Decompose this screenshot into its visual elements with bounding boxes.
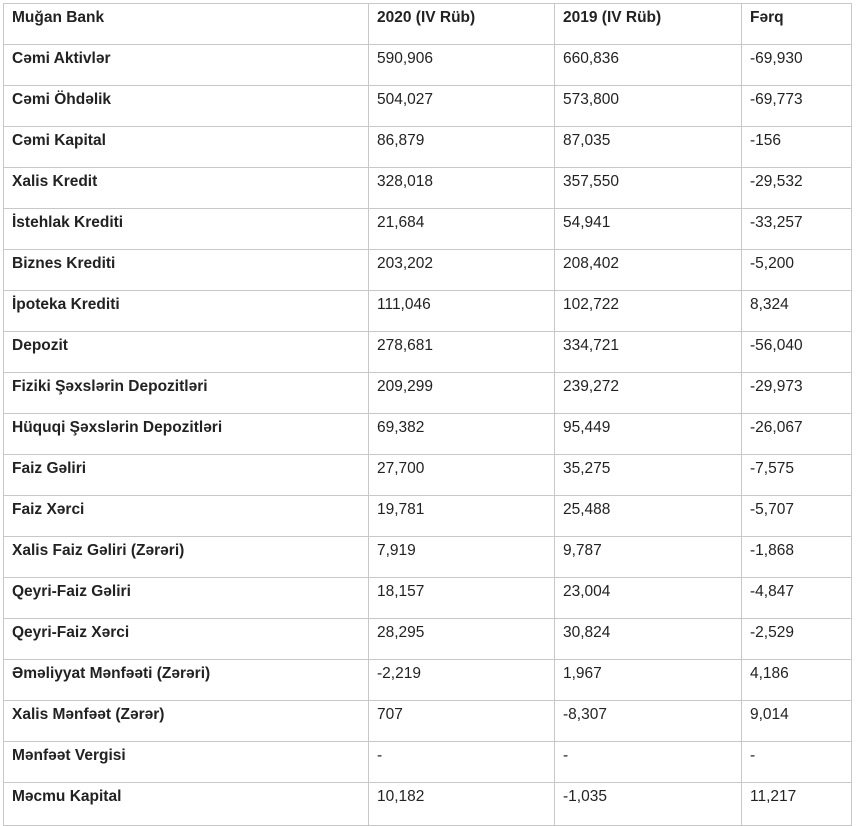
value-2020-cell: 111,046	[369, 291, 555, 332]
difference-cell: -5,200	[742, 250, 852, 291]
row-label-cell: İpoteka Krediti	[4, 291, 369, 332]
value-2020-cell: 19,781	[369, 496, 555, 537]
row-label-cell: Hüquqi Şəxslərin Depozitləri	[4, 414, 369, 455]
table-row	[4, 45, 852, 86]
table-row	[4, 701, 852, 742]
header-bank-name: Muğan Bank	[4, 4, 369, 45]
difference-cell: 11,217	[742, 783, 852, 826]
value-2020-cell: 7,919	[369, 537, 555, 578]
table-row	[4, 291, 852, 332]
value-2019-cell: 1,967	[555, 660, 742, 701]
row-label-cell: Fiziki Şəxslərin Depozitləri	[4, 373, 369, 414]
table-row	[4, 127, 852, 168]
value-2019-cell: 25,488	[555, 496, 742, 537]
row-label-cell: Qeyri-Faiz Xərci	[4, 619, 369, 660]
row-label-cell: Xalis Kredit	[4, 168, 369, 209]
difference-cell: -7,575	[742, 455, 852, 496]
difference-cell: -69,773	[742, 86, 852, 127]
difference-cell: -	[742, 742, 852, 783]
row-label-cell: İstehlak Krediti	[4, 209, 369, 250]
difference-cell: 8,324	[742, 291, 852, 332]
row-label-cell: Depozit	[4, 332, 369, 373]
header-difference: Fərq	[742, 4, 852, 45]
value-2019-cell: 660,836	[555, 45, 742, 86]
value-2019-cell: 573,800	[555, 86, 742, 127]
value-2019-cell: -8,307	[555, 701, 742, 742]
difference-cell: -69,930	[742, 45, 852, 86]
difference-cell: -29,973	[742, 373, 852, 414]
value-2020-cell: 28,295	[369, 619, 555, 660]
difference-cell: 9,014	[742, 701, 852, 742]
difference-cell: 4,186	[742, 660, 852, 701]
table-row	[4, 86, 852, 127]
difference-cell: -156	[742, 127, 852, 168]
row-label-cell: Qeyri-Faiz Gəliri	[4, 578, 369, 619]
value-2019-cell: -	[555, 742, 742, 783]
table-row	[4, 250, 852, 291]
value-2019-cell: 35,275	[555, 455, 742, 496]
row-label-cell: Cəmi Kapital	[4, 127, 369, 168]
value-2019-cell: 23,004	[555, 578, 742, 619]
difference-cell: -2,529	[742, 619, 852, 660]
financial-table-container	[3, 3, 852, 826]
value-2020-cell: -	[369, 742, 555, 783]
value-2019-cell: 9,787	[555, 537, 742, 578]
row-label-cell: Məcmu Kapital	[4, 783, 369, 826]
difference-cell: -56,040	[742, 332, 852, 373]
value-2019-cell: 95,449	[555, 414, 742, 455]
value-2019-cell: 239,272	[555, 373, 742, 414]
value-2019-cell: 357,550	[555, 168, 742, 209]
row-label-cell: Xalis Faiz Gəliri (Zərəri)	[4, 537, 369, 578]
table-body	[4, 45, 852, 826]
row-label-cell: Əməliyyat Mənfəəti (Zərəri)	[4, 660, 369, 701]
value-2020-cell: 209,299	[369, 373, 555, 414]
table-row	[4, 455, 852, 496]
header-2019-q4: 2019 (IV Rüb)	[555, 4, 742, 45]
value-2020-cell: 590,906	[369, 45, 555, 86]
row-label-cell: Biznes Krediti	[4, 250, 369, 291]
table-row	[4, 619, 852, 660]
value-2020-cell: 27,700	[369, 455, 555, 496]
difference-cell: -29,532	[742, 168, 852, 209]
row-label-cell: Xalis Mənfəət (Zərər)	[4, 701, 369, 742]
value-2020-cell: 21,684	[369, 209, 555, 250]
table-row	[4, 414, 852, 455]
value-2020-cell: 203,202	[369, 250, 555, 291]
table-header-row	[4, 4, 852, 45]
table-row	[4, 783, 852, 826]
value-2019-cell: 87,035	[555, 127, 742, 168]
table-row	[4, 537, 852, 578]
table-row	[4, 496, 852, 537]
value-2020-cell: 86,879	[369, 127, 555, 168]
value-2019-cell: -1,035	[555, 783, 742, 826]
table-row	[4, 578, 852, 619]
difference-cell: -4,847	[742, 578, 852, 619]
table-row	[4, 660, 852, 701]
value-2020-cell: 18,157	[369, 578, 555, 619]
financial-table	[3, 3, 852, 826]
difference-cell: -1,868	[742, 537, 852, 578]
value-2019-cell: 102,722	[555, 291, 742, 332]
difference-cell: -33,257	[742, 209, 852, 250]
value-2020-cell: 69,382	[369, 414, 555, 455]
difference-cell: -26,067	[742, 414, 852, 455]
row-label-cell: Mənfəət Vergisi	[4, 742, 369, 783]
table-row	[4, 742, 852, 783]
table-row	[4, 332, 852, 373]
table-row	[4, 168, 852, 209]
value-2020-cell: 278,681	[369, 332, 555, 373]
table-row	[4, 209, 852, 250]
row-label-cell: Cəmi Aktivlər	[4, 45, 369, 86]
row-label-cell: Faiz Gəliri	[4, 455, 369, 496]
row-label-cell: Cəmi Öhdəlik	[4, 86, 369, 127]
value-2019-cell: 334,721	[555, 332, 742, 373]
difference-cell: -5,707	[742, 496, 852, 537]
value-2020-cell: 10,182	[369, 783, 555, 826]
value-2019-cell: 208,402	[555, 250, 742, 291]
value-2019-cell: 54,941	[555, 209, 742, 250]
value-2020-cell: -2,219	[369, 660, 555, 701]
value-2020-cell: 328,018	[369, 168, 555, 209]
value-2020-cell: 707	[369, 701, 555, 742]
row-label-cell: Faiz Xərci	[4, 496, 369, 537]
header-2020-q4: 2020 (IV Rüb)	[369, 4, 555, 45]
value-2020-cell: 504,027	[369, 86, 555, 127]
value-2019-cell: 30,824	[555, 619, 742, 660]
table-row	[4, 373, 852, 414]
